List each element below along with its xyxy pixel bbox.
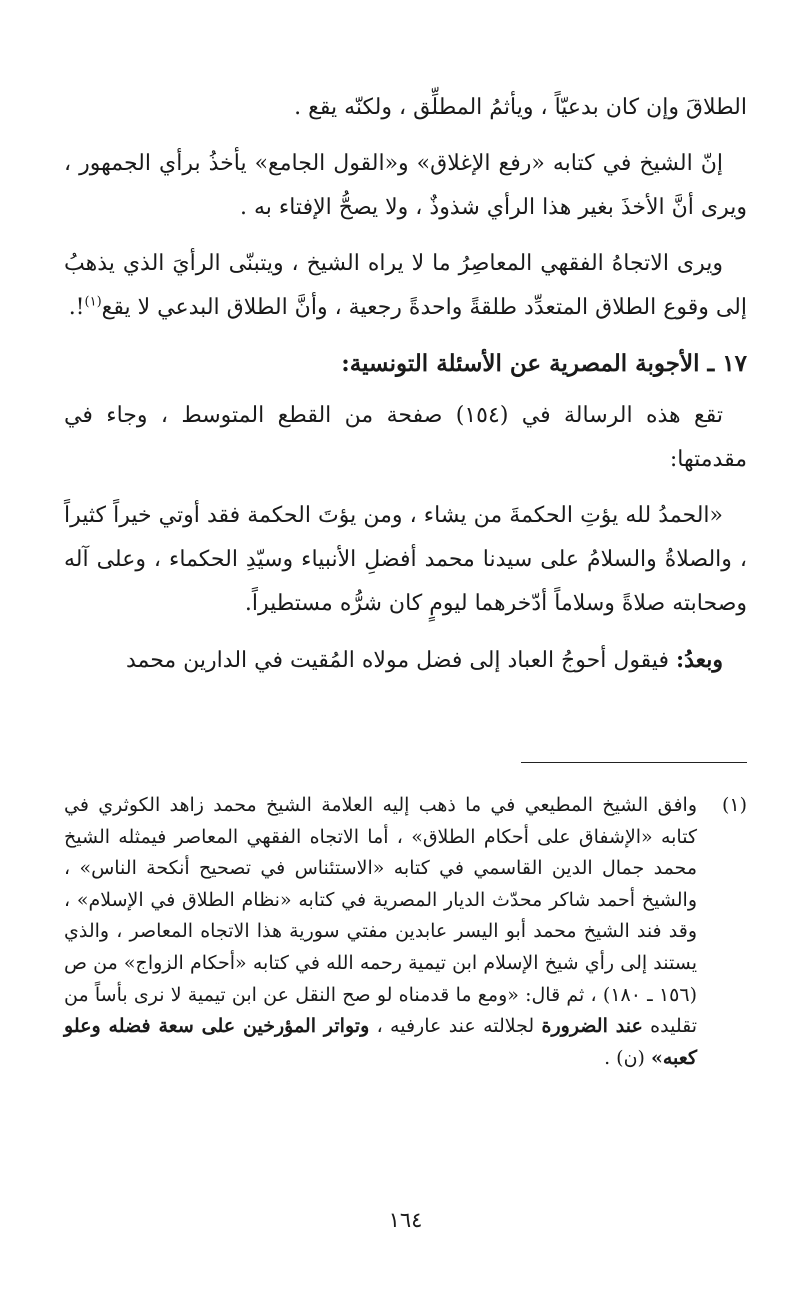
footnote-1 — [64, 790, 747, 1074]
footnote-divider — [521, 762, 747, 763]
footnote-bold-1: عند الضرورة — [541, 1015, 643, 1038]
footnote-number: (١) — [721, 794, 747, 816]
paragraph-4 — [64, 394, 747, 482]
paragraph-2-text: إنّ الشيخ في كتابه «رفع الإغلاق» و«القول الجامع» يأخذُ برأي الجمهور ، ويرى أنَّ الأخذَ بغير هذا الرأي شذوذٌ ، ولا يصحُّ الإفتاء به . — [64, 151, 747, 220]
footnote-text-3: (ن) . — [604, 1046, 645, 1069]
paragraph-4-text: تقع هذه الرسالة في (١٥٤) صفحة من القطع المتوسط ، وجاء في مقدمتها: — [64, 403, 747, 472]
section-heading: ١٧ ـ الأجوبة المصرية عن الأسئلة التونسية: — [341, 350, 747, 377]
paragraph-6-lead: وبعدُ: — [675, 647, 723, 673]
footnote-bold-2: وتواتر المؤرخين على سعة فضله وعلو كعبه» — [64, 1015, 697, 1069]
footnote-body — [64, 790, 697, 1074]
footnotes-section — [64, 790, 747, 1074]
page-number: ١٦٤ — [388, 1208, 423, 1232]
paragraph-3-end: !. — [68, 295, 85, 320]
footnote-reference[interactable]: (١) — [84, 294, 102, 310]
paragraph-6 — [64, 638, 747, 683]
paragraph-1 — [64, 86, 747, 130]
paragraph-3-text: ويرى الاتجاهُ الفقهي المعاصِرُ ما لا يراه الشيخ ، ويتبنّى الرأيَ الذي يذهبُ إلى وقوع الطلاق المتعدِّد طلقةً واحدةً رجعية ، وأنَّ الطلاق البدعي لا يقع — [64, 251, 747, 320]
paragraph-6-text: فيقول أحوجُ العباد إلى فضل مولاه المُقيت في الدارين محمد — [125, 648, 669, 673]
footnote-text-1: وافق الشيخ المطيعي في ما ذهب إليه العلامة الشيخ محمد زاهد الكوثري في كتابه «الإشفاق على أحكام الطلاق» ، أما الاتجاه الفقهي المعاصر فيمثله الشيخ محمد جمال الدين القاسمي في كتابه «الاستئناس في تصحيح أنكحة الناس» ، والشيخ أحمد شاكر محدّث الديار المصرية في كتابه «نظام الطلاق في الإسلام» ، وقد فند الشيخ محمد أبو اليسر عابدين مفتي سورية هذا الاتجاه المعاصر ، والذي يستند إلى رأي شيخ الإسلام ابن تيمية رحمه الله في كتابه «أحكام الزواج» من ص (١٥٦ ـ ١٨٠) ، ثم قال: «ومع ما قدمناه لو صح النقل عن ابن تيمية لا نرى بأساً من تقليده — [64, 794, 698, 1038]
paragraph-2 — [64, 142, 747, 230]
paragraph-1-text: الطلاقَ وإن كان بدعيّاً ، ويأثمُ المطلِّق ، ولكنّه يقع . — [294, 95, 747, 120]
page-body — [64, 86, 747, 695]
paragraph-5-quote — [64, 494, 747, 626]
footnote-text-2: لجلالته عند عارفيه ، — [376, 1015, 535, 1038]
paragraph-3 — [64, 242, 747, 330]
paragraph-5-text: «الحمدُ لله يؤتِ الحكمةَ من يشاء ، ومن يؤتَ الحكمة فقد أوتي خيراً كثيراً ، والصلاةُ والسلامُ على سيدنا محمد أفضلِ الأنبياء وسيّدِ الحكماء ، وعلى آله وصحابته صلاةً وسلاماً أدّخرهما ليومٍ كان شرُّه مستطيراً. — [64, 503, 747, 616]
